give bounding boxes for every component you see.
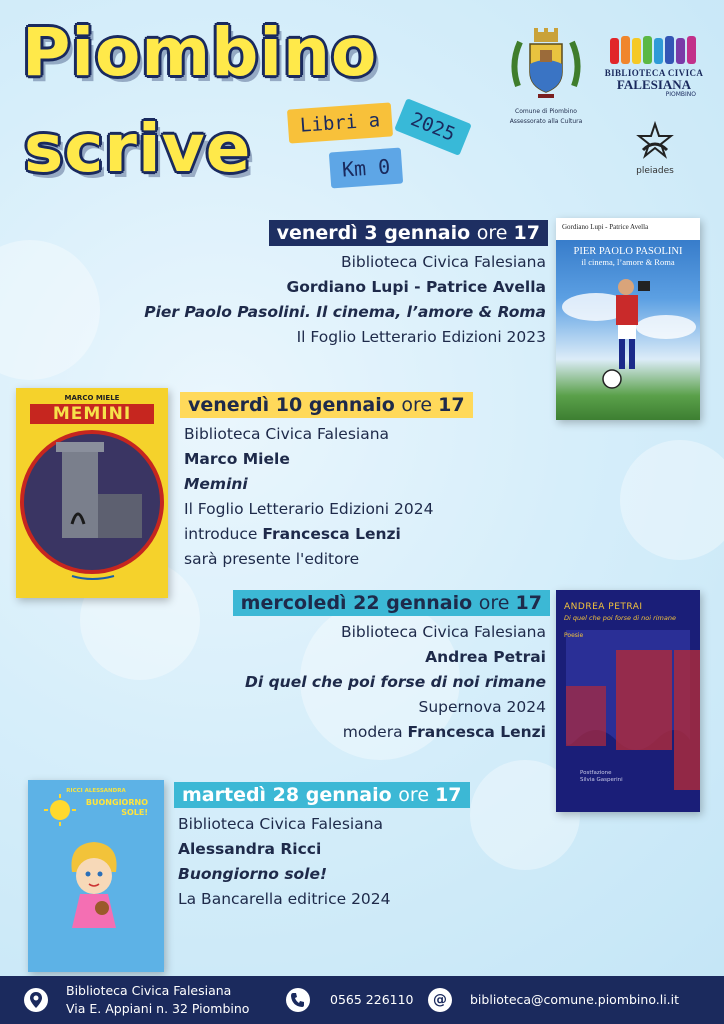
event-2-time: 17 <box>438 394 465 416</box>
library-name-line1: BIBLIOTECA CIVICA <box>604 68 704 78</box>
football-player-illustration <box>556 267 700 397</box>
event-3-book: Di quel che poi forse di noi rimane <box>245 673 546 691</box>
coat-of-arms-icon <box>508 26 584 102</box>
event-2-author: Marco Miele <box>184 450 290 468</box>
event-1-author: Gordiano Lupi - Patrice Avella <box>286 278 546 296</box>
event-3-intro-name: Francesca Lenzi <box>407 723 546 741</box>
event-1-book: Pier Paolo Pasolini. Il cinema, l’amore & Roma <box>144 303 546 321</box>
pleiades-label: pleiades <box>636 166 674 176</box>
library-name-line3: PIOMBINO <box>665 91 696 98</box>
event-3-time: 17 <box>515 592 542 614</box>
cover-memini-title: MEMINI <box>30 404 154 424</box>
cover-pasolini-authors: Gordiano Lupi - Patrice Avella <box>556 218 700 240</box>
event-4-date <box>174 782 470 808</box>
footer-address-line2: Via E. Appiani n. 32 Piombino <box>66 1001 250 1016</box>
poster-title-line1: Piombino <box>22 14 378 91</box>
tag-km: Km 0 <box>329 148 404 189</box>
tag-year: 2025 <box>394 98 471 156</box>
event-1-publisher: Il Foglio Letterario Edizioni 2023 <box>296 328 546 346</box>
footer <box>0 976 724 1024</box>
book-cover-petrai <box>556 590 700 812</box>
footer-phone[interactable]: 0565 226110 <box>330 992 414 1007</box>
sun-girl-illustration <box>28 794 164 944</box>
event-4-book: Buongiorno sole! <box>178 865 328 883</box>
cover-petrai-postfazione <box>580 770 623 784</box>
cover-petrai-author: ANDREA PETRAI <box>564 602 643 612</box>
event-4-time: 17 <box>435 784 462 806</box>
footer-address-line1: Biblioteca Civica Falesiana <box>66 983 232 998</box>
cover-petrai-title: Di quel che poi forse di noi rimane <box>564 614 676 622</box>
event-3 <box>170 590 550 745</box>
event-2-ore: ore <box>401 394 433 416</box>
event-4-ore: ore <box>398 784 430 806</box>
event-2-intro-name: Francesca Lenzi <box>262 525 401 543</box>
cover-ricci-title-line1: BUONGIORNO <box>85 798 148 807</box>
event-1-ore: ore <box>476 222 508 244</box>
event-2-day: venerdì 10 gennaio <box>188 394 395 416</box>
cover-ricci-title-line2: SOLE! <box>121 808 148 817</box>
background-bubble <box>620 440 724 560</box>
book-cover-ricci <box>28 780 164 972</box>
event-2-extra: sarà presente l'editore <box>184 550 360 568</box>
event-2-date <box>180 392 473 418</box>
comune-caption-1: Comune di Piombino <box>515 108 577 115</box>
event-3-author: Andrea Petrai <box>425 648 546 666</box>
books-rainbow-icon <box>608 34 700 64</box>
event-3-ore: ore <box>478 592 510 614</box>
event-4-publisher: La Bancarella editrice 2024 <box>178 890 391 908</box>
event-1 <box>108 220 548 350</box>
cover-memini-author: MARCO MIELE <box>64 394 120 402</box>
event-4-venue: Biblioteca Civica Falesiana <box>178 815 384 833</box>
footer-email[interactable]: biblioteca@comune.piombino.li.it <box>470 992 680 1007</box>
event-3-day: mercoledì 22 gennaio <box>240 592 473 614</box>
event-4-author: Alessandra Ricci <box>178 840 322 858</box>
event-3-intro-prefix: modera <box>342 723 403 741</box>
at-sign-icon: @ <box>428 988 452 1012</box>
event-3-venue: Biblioteca Civica Falesiana <box>340 623 546 641</box>
event-2-book: Memini <box>184 475 248 493</box>
event-1-time: 17 <box>513 222 540 244</box>
pleiades-star-icon <box>633 120 677 162</box>
tag-libri: Libri a <box>287 102 393 143</box>
event-4-day: martedì 28 gennaio <box>182 784 392 806</box>
event-2-venue: Biblioteca Civica Falesiana <box>184 425 390 443</box>
comune-logo <box>506 26 586 126</box>
library-logo <box>604 34 704 98</box>
cover-pasolini-title: PIER PAOLO PASOLINI <box>573 246 683 257</box>
event-2-publisher: Il Foglio Letterario Edizioni 2024 <box>184 500 434 518</box>
cover-pasolini-subtitle: il cinema, l’amore & Roma <box>581 257 675 267</box>
event-3-date <box>233 590 550 616</box>
poster-title-line2: scrive <box>24 110 252 187</box>
cover-ricci-author: RICCI ALESSANDRA <box>66 788 126 794</box>
event-2 <box>180 392 500 572</box>
event-1-date <box>269 220 548 246</box>
library-name-line2: FALESIANA <box>616 77 692 92</box>
footer-address <box>66 982 249 1018</box>
event-4 <box>174 782 514 912</box>
background-bubble <box>0 240 100 380</box>
cover-petrai-postfazione-name: Silvia Gasperini <box>580 777 623 783</box>
cover-petrai-genre: Poesie <box>564 632 584 639</box>
event-1-day: venerdì 3 gennaio <box>276 222 471 244</box>
castle-tower-illustration <box>16 424 168 594</box>
phone-icon <box>286 988 310 1012</box>
comune-caption-2: Assessorato alla Cultura <box>509 118 583 125</box>
cover-petrai-postfazione-label: Postfazione <box>580 770 612 776</box>
event-3-publisher: Supernova 2024 <box>418 698 546 716</box>
book-cover-pasolini <box>556 218 700 420</box>
event-2-intro <box>184 522 500 547</box>
pleiades-logo <box>630 120 680 176</box>
map-pin-icon <box>24 988 48 1012</box>
event-3-intro <box>170 720 546 745</box>
event-1-venue: Biblioteca Civica Falesiana <box>340 253 546 271</box>
book-cover-memini <box>16 388 168 598</box>
event-2-intro-prefix: introduce <box>184 525 258 543</box>
